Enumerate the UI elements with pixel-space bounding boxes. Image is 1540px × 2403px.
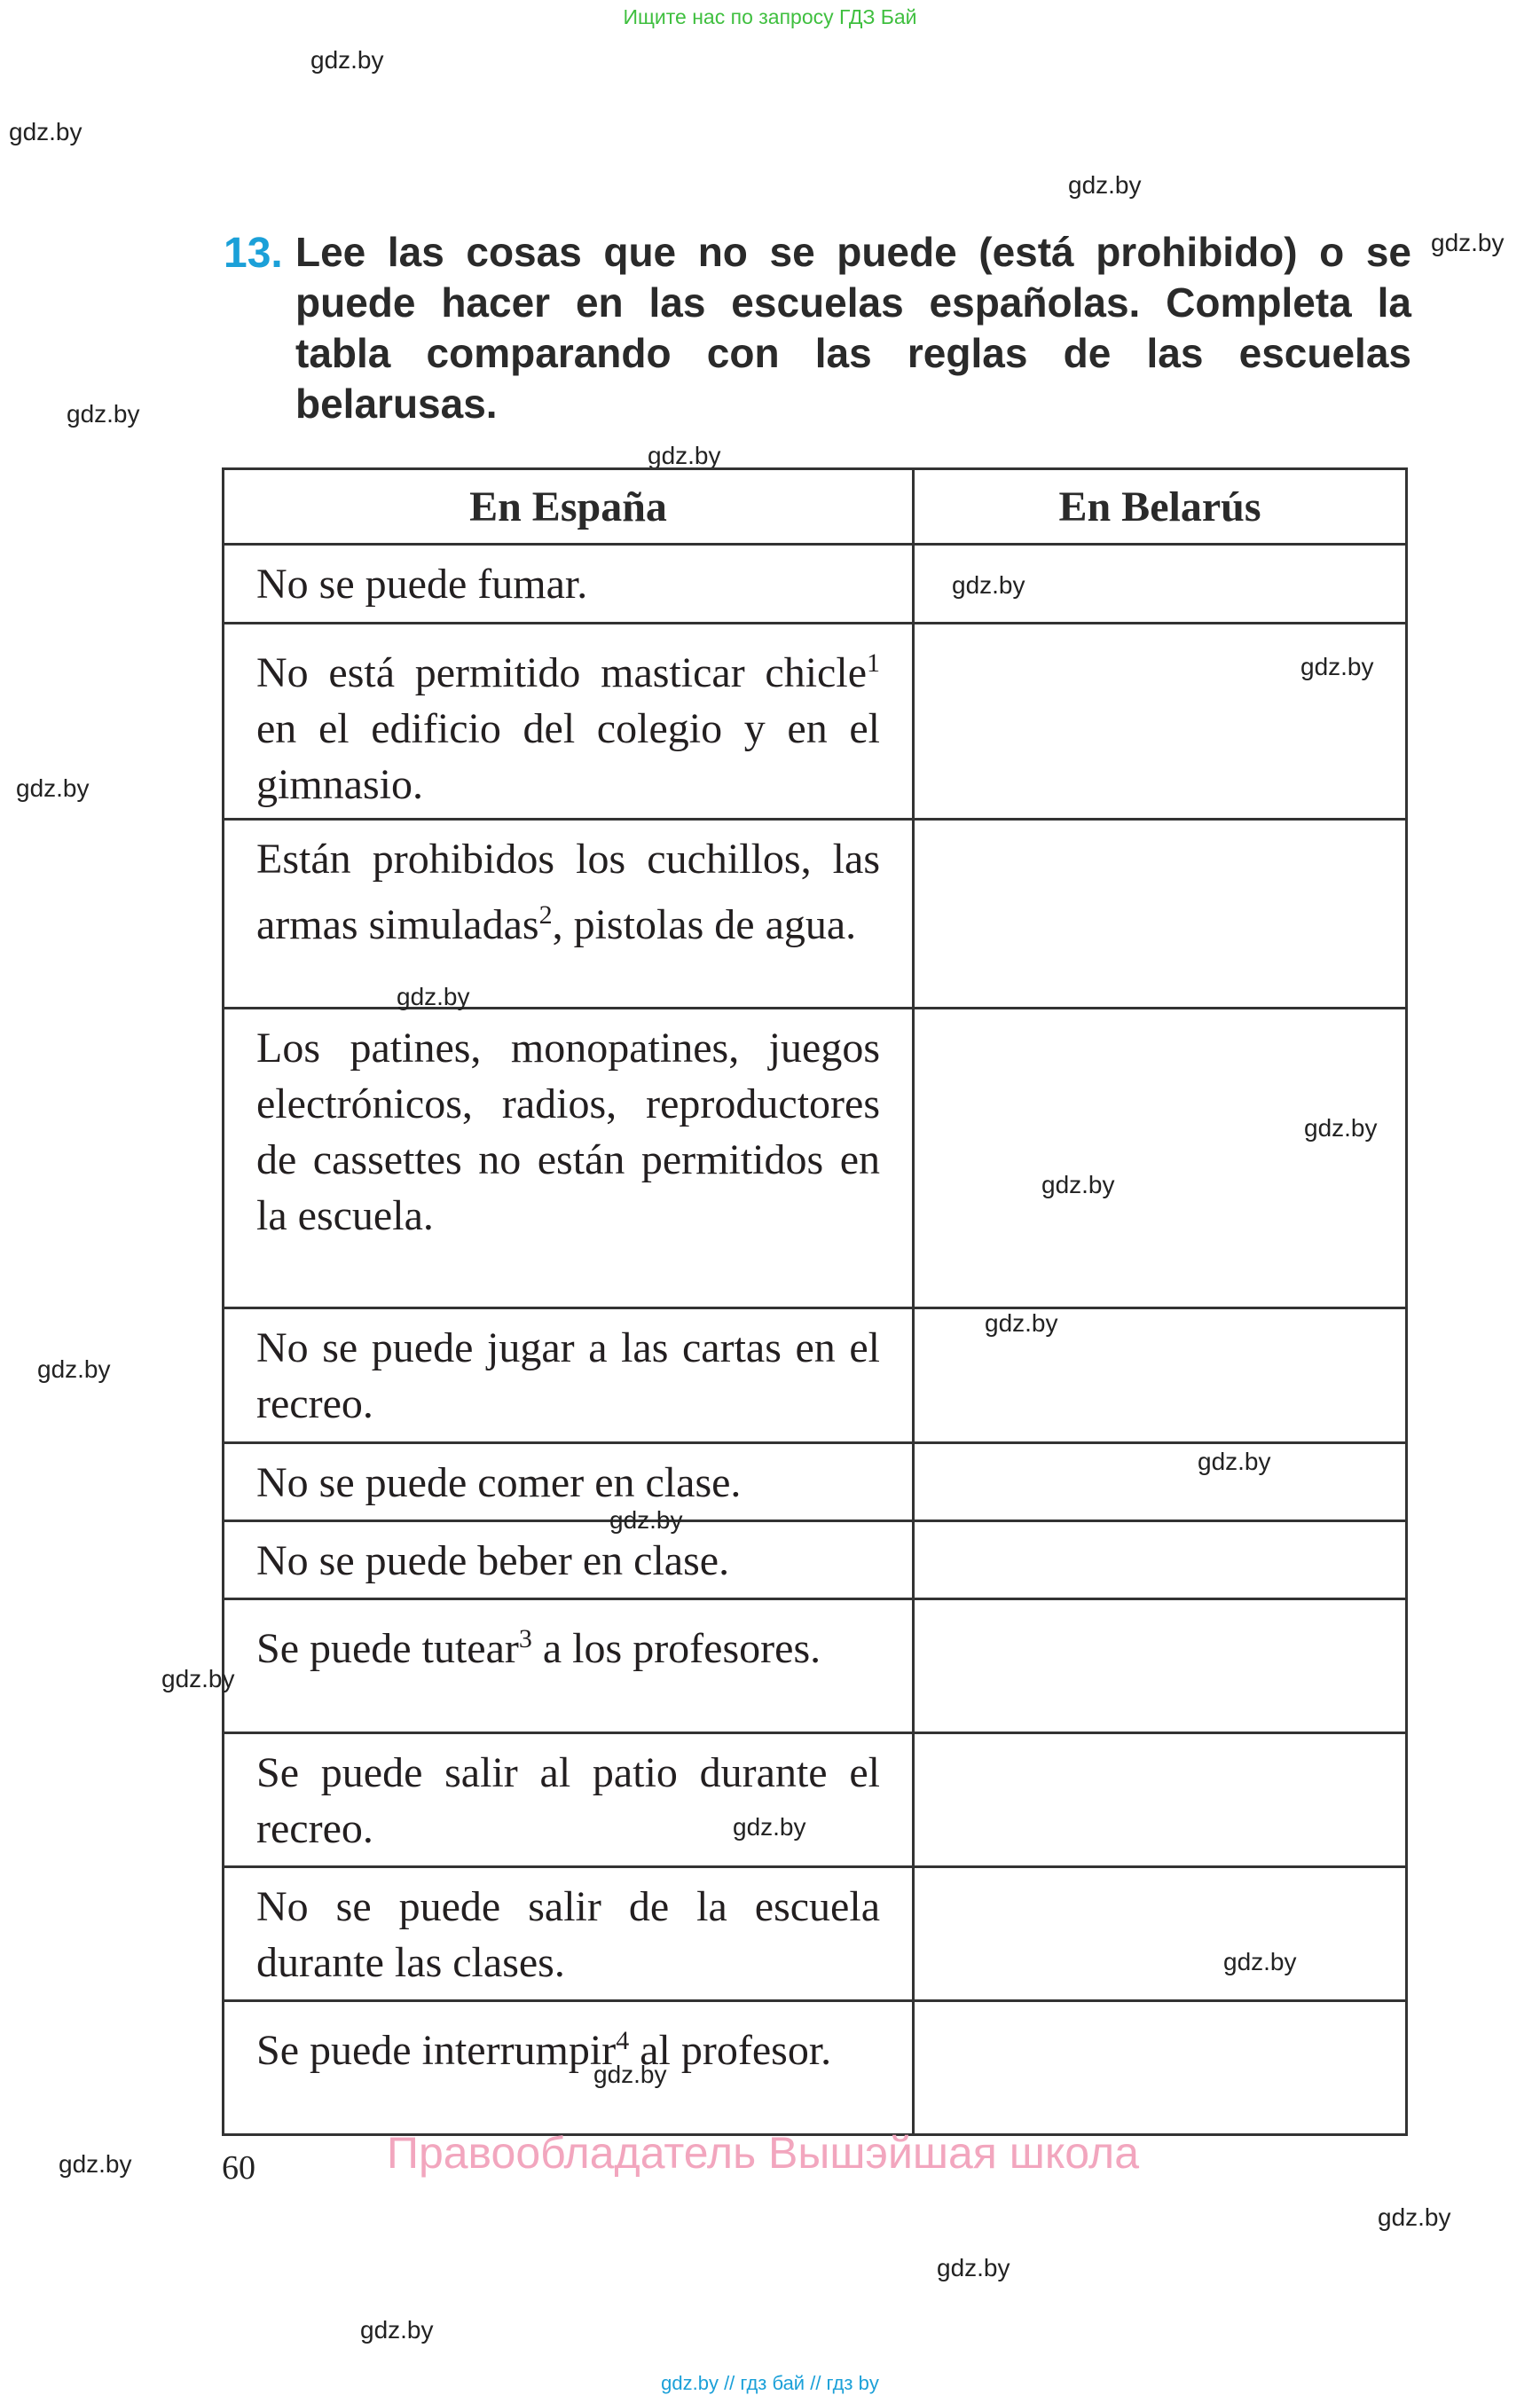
watermark: gdz.by xyxy=(1304,1114,1378,1142)
watermark: gdz.by xyxy=(1041,1171,1115,1198)
rule-belarus-cell[interactable] xyxy=(914,820,1407,1009)
watermark: gdz.by xyxy=(985,1309,1058,1337)
watermark: gdz.by xyxy=(1068,171,1142,199)
rule-text: Se puede tutear xyxy=(256,1625,519,1672)
rule-text: Los patines, monopatines, juegos electrónicos, radios, reproductores de cassettes no están permitidos en la escuela. xyxy=(256,1025,880,1239)
rule-spain xyxy=(224,1599,914,1733)
task-instructions: Lee las cosas que no se puede (está prohibido) o se puede hacer en las escuelas españolas. Completa la tabla comparando con las reglas de las escuelas belarusas. xyxy=(295,229,1411,427)
watermark: gdz.by xyxy=(1198,1448,1271,1475)
header-belarus: En Belarús xyxy=(914,469,1407,545)
watermark: gdz.by xyxy=(360,2316,434,2344)
table-row xyxy=(224,1009,1407,1308)
task-number: 13. xyxy=(224,230,283,277)
watermark: gdz.by xyxy=(16,774,90,802)
rule-belarus-cell[interactable] xyxy=(914,1867,1407,2001)
watermark: gdz.by xyxy=(609,1506,683,1534)
rules-table xyxy=(222,467,1408,2136)
watermark: gdz.by xyxy=(952,571,1025,599)
rule-text: No se puede salir de la escuela durante las clases. xyxy=(256,1883,880,1986)
rule-belarus-cell[interactable] xyxy=(914,1009,1407,1308)
watermark: gdz.by xyxy=(593,2061,667,2088)
watermark: gdz.by xyxy=(161,1665,235,1692)
watermark: gdz.by xyxy=(1223,1948,1297,1975)
footnote-mark: 1 xyxy=(867,648,880,678)
rule-belarus-cell[interactable] xyxy=(914,2001,1407,2135)
watermark: gdz.by xyxy=(648,442,721,469)
rule-text: No se puede comer en clase. xyxy=(256,1459,742,1506)
table-row xyxy=(224,2001,1407,2135)
top-banner: Ищите нас по запросу ГДЗ Бай xyxy=(623,5,917,28)
table-row xyxy=(224,820,1407,1009)
watermark: gdz.by xyxy=(733,1813,806,1841)
rule-spain xyxy=(224,1443,914,1521)
rule-text: Se puede interrumpir xyxy=(256,2027,617,2074)
rule-text: No se puede beber en clase. xyxy=(256,1537,730,1584)
table-row xyxy=(224,1599,1407,1733)
footnote-mark: 3 xyxy=(518,1624,532,1653)
watermark: gdz.by xyxy=(67,400,140,428)
bottom-links[interactable]: gdz.by // гдз бай // гдз by xyxy=(661,2372,879,2394)
rule-spain xyxy=(224,545,914,624)
watermark: gdz.by xyxy=(937,2254,1010,2281)
rule-spain xyxy=(224,1867,914,2001)
rule-text: Se puede salir al patio durante el recreo. xyxy=(256,1749,880,1852)
rule-spain xyxy=(224,1521,914,1599)
rule-text: a los profesores. xyxy=(531,1625,821,1672)
rule-text: No se puede fumar. xyxy=(256,561,588,608)
watermark: gdz.by xyxy=(1300,653,1374,680)
table-row xyxy=(224,1867,1407,2001)
table-row xyxy=(224,1521,1407,1599)
footnote-mark: 2 xyxy=(538,900,553,930)
footnote-mark: 4 xyxy=(616,2026,630,2055)
rule-belarus-cell[interactable] xyxy=(914,1599,1407,1733)
rule-text: en el edificio del colegio y en el gimnasio. xyxy=(256,705,880,808)
rule-belarus-cell[interactable] xyxy=(914,1521,1407,1599)
rule-spain xyxy=(224,624,914,820)
rule-text: No se puede jugar a las cartas en el recreo. xyxy=(256,1324,880,1427)
rule-text: No está permitido masticar chicle xyxy=(256,649,867,696)
copyright-notice: Правообладатель Вышэйшая школа xyxy=(387,2128,1139,2178)
watermark: gdz.by xyxy=(310,46,384,74)
watermark: gdz.by xyxy=(1378,2203,1451,2231)
table-row xyxy=(224,545,1407,624)
watermark: gdz.by xyxy=(59,2150,132,2178)
header-spain: En España xyxy=(224,469,914,545)
rule-belarus-cell[interactable] xyxy=(914,1443,1407,1521)
rule-spain xyxy=(224,1009,914,1308)
table-row xyxy=(224,1308,1407,1443)
rule-spain xyxy=(224,2001,914,2135)
watermark: gdz.by xyxy=(9,118,82,145)
rule-spain xyxy=(224,1308,914,1443)
table-row xyxy=(224,624,1407,820)
watermark: gdz.by xyxy=(37,1355,111,1383)
page-number: 60 xyxy=(222,2149,255,2187)
watermark: gdz.by xyxy=(1431,229,1505,256)
rule-spain xyxy=(224,1733,914,1867)
table-row xyxy=(224,1733,1407,1867)
rule-text: al profesor. xyxy=(629,2027,832,2074)
table-header-row xyxy=(224,469,1407,545)
rule-text: Están prohibidos los cuchillos, las armas simuladas xyxy=(256,836,880,948)
rule-belarus-cell[interactable] xyxy=(914,1733,1407,1867)
rule-text: , pistolas de agua. xyxy=(552,901,857,948)
watermark: gdz.by xyxy=(397,983,470,1010)
rule-spain xyxy=(224,820,914,1009)
